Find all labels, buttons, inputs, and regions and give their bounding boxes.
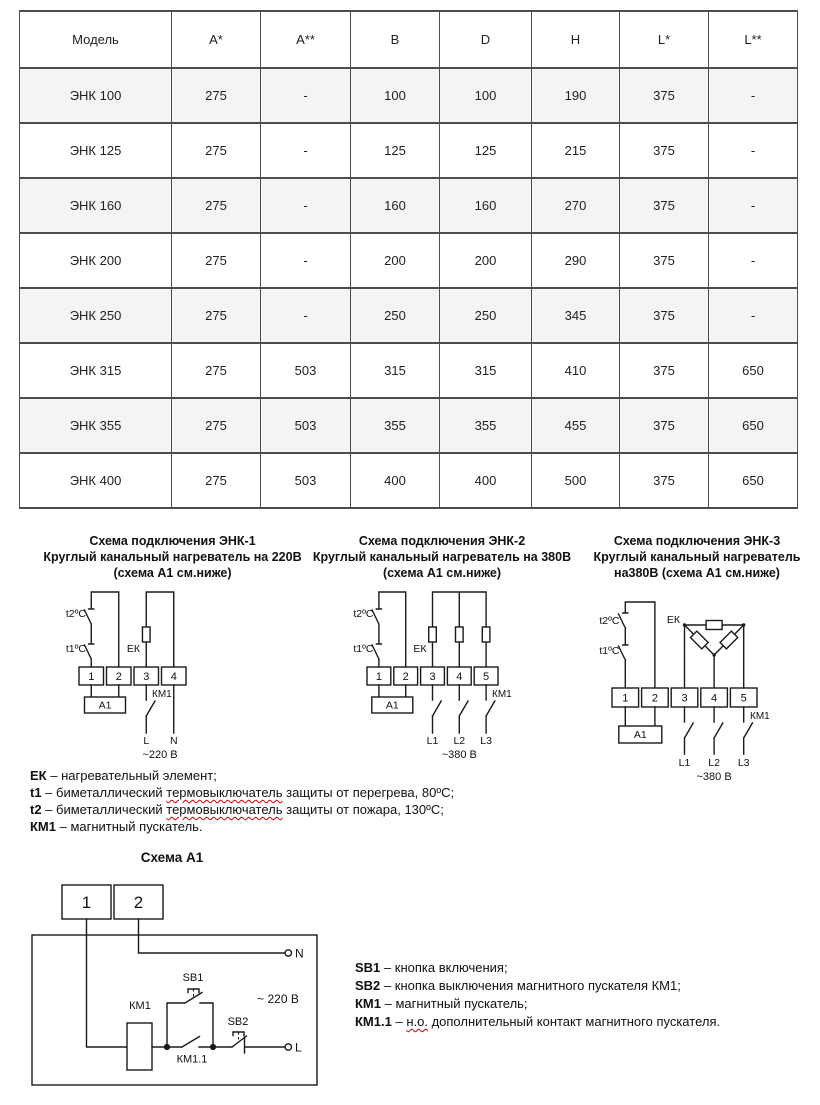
heating-element-symbol [456,627,464,642]
legend-line-km11: КМ1.1 – н.о. дополнительный контакт магнитного пускателя. [355,1014,721,1029]
header-b: B [351,11,440,68]
cell-value: 375 [620,398,709,453]
cell-value: - [709,288,798,343]
km1-contact-label: КМ1 [152,689,172,700]
coil-circuit [87,919,233,1070]
terminal-2: 2 [115,671,122,683]
supply-lines [427,685,512,761]
legend-line-km1: КМ1 – магнитный пускатель; [355,996,528,1011]
legend-term: КМ1 [355,996,381,1011]
cell-value: 315 [351,343,440,398]
ek-label: ЕК [666,614,680,626]
heating-element-symbol [429,627,437,642]
legend-term: SB1 [355,960,381,975]
voltage-label: ~380 В [441,749,477,761]
cell-model: ЭНК 400 [20,453,172,508]
header-model: Модель [20,11,172,68]
voltage-label: ~380 В [696,771,732,783]
phase-l1-label: L1 [426,735,439,747]
terminal-2: 2 [402,671,409,683]
table-row [20,68,798,123]
km1-contact-label: КМ1 [492,689,512,700]
cell-value: 275 [172,288,261,343]
cell-value: 650 [709,453,798,508]
cell-value: 375 [620,453,709,508]
cell-model: ЭНК 160 [20,178,172,233]
terminal-4: 4 [711,692,718,705]
legend-line-km1: КМ1 – магнитный пускатель. [30,819,203,834]
cell-model: ЭНК 250 [20,288,172,343]
sb2-label: SB2 [227,1016,249,1028]
ek-label: ЕК [126,643,140,655]
voltage-label: ~ 220 В [257,992,299,1006]
neutral-label: N [295,946,304,961]
cell-value: 275 [172,343,261,398]
cell-value: 200 [440,233,532,288]
cell-value: 400 [440,453,532,508]
terminal-1: 1 [88,671,95,683]
terminal-3: 3 [429,671,436,683]
neutral-label: N [169,735,178,747]
legend-term: ЕК [30,768,47,783]
terminal-1: 1 [375,671,382,683]
cell-value: 215 [532,123,620,178]
cell-value: 503 [261,398,351,453]
t2-label: t2ºС [65,608,86,620]
cell-value: 100 [351,68,440,123]
header-h: H [532,11,620,68]
wiring-diagram-enk2 [330,586,585,766]
cell-model: ЭНК 125 [20,123,172,178]
cell-value: 160 [351,178,440,233]
terminal-3: 3 [143,671,150,683]
cell-model: ЭНК 315 [20,343,172,398]
thermal-switch-loop [66,592,119,667]
cell-value: 290 [532,233,620,288]
t1-label: t1ºС [65,643,86,655]
a1-label: А1 [385,699,399,712]
legend-line-sb2: SB2 – кнопка выключения магнитного пускателя КМ1; [355,978,681,993]
contactor-coil [127,1023,152,1070]
cell-value: 500 [532,453,620,508]
cell-value: 400 [351,453,440,508]
thermal-switch-loop [599,602,655,688]
diagram1-title [20,533,325,581]
cell-value: 345 [532,288,620,343]
a1-module [85,685,126,713]
cell-value: 375 [620,343,709,398]
cell-model: ЭНК 200 [20,233,172,288]
table-row [20,343,798,398]
cell-value: 375 [620,68,709,123]
phase-l2-label: L2 [708,757,720,769]
terminal-1: 1 [622,692,629,705]
t2-label: t2ºС [599,615,620,627]
cell-value: 275 [172,453,261,508]
heating-element-symbol [706,621,722,630]
table-row [20,233,798,288]
legend-term: t1 [30,785,42,800]
terminal-2: 2 [133,893,144,912]
cell-value: - [709,178,798,233]
phase-l3-label: L3 [737,757,750,769]
km1-coil-label: КМ1 [129,1000,151,1012]
thermal-switch-loop [353,592,405,667]
terminal-4: 4 [456,671,463,683]
cell-value: 355 [351,398,440,453]
components-legend [30,767,454,835]
cell-value: 190 [532,68,620,123]
legend-line-sb1: SB1 – кнопка включения; [355,960,508,975]
terminal-l-circle [285,1044,291,1050]
cell-value: 275 [172,123,261,178]
legend-line-t1: t1 – биметаллический термовыключатель защиты от перегрева, 80ºС; [30,785,455,800]
phase-l2-label: L2 [453,735,466,747]
table-header-row [20,11,798,68]
t1-label: t1ºС [353,643,374,655]
cell-model: ЭНК 355 [20,398,172,453]
cell-value: 250 [351,288,440,343]
heater-branch [127,592,174,667]
legend-line-t2: t2 – биметаллический термовыключатель защиты от пожара, 130ºС; [30,802,444,817]
a1-label: А1 [98,699,112,712]
table-row [20,453,798,508]
voltage-label: ~220 В [142,749,178,761]
cell-value: 375 [620,233,709,288]
km11-contact-label: КМ1.1 [176,1053,208,1066]
cell-value: 375 [620,288,709,343]
heating-element-symbol [142,627,150,642]
wiring-diagram-enk3 [585,596,820,796]
t2-label: t2ºС [353,608,374,620]
km1-contact-label: КМ1 [750,711,770,722]
diagram2-title-line3: (схема А1 см.ниже) [382,566,502,580]
t1-label: t1ºС [599,645,620,657]
legend-line-ek: ЕК – нагревательный элемент; [30,768,217,783]
table-row [20,398,798,453]
cell-value: 315 [440,343,532,398]
legend-term: SB2 [355,978,381,993]
phase-l3-label: L3 [480,735,492,747]
cell-value: 503 [261,343,351,398]
cell-value: - [261,178,351,233]
cell-value: 250 [440,288,532,343]
phase-l-label: L [143,735,150,747]
terminal-5: 5 [483,671,490,683]
cell-value: - [261,288,351,343]
dimensions-table [19,10,798,509]
schema-a1-title: Схема А1 [140,850,204,865]
table-row [20,288,798,343]
diagram1-title-line2: Круглый канальный нагреватель на 220В [43,550,302,564]
terminal-4: 4 [170,671,177,683]
a1-module [619,707,662,743]
cell-value: 503 [261,453,351,508]
junction-node [164,1044,170,1050]
diagram1-title-line1: Схема подключения ЭНК-1 [89,534,256,548]
cell-value: 275 [172,68,261,123]
table-row [20,178,798,233]
legend-term: КМ1.1 [355,1014,392,1029]
sb2-section [228,1016,302,1055]
header-d: D [440,11,532,68]
cell-model: ЭНК 100 [20,68,172,123]
sb1-label: SB1 [182,972,204,984]
legend-term: КМ1 [30,819,56,834]
cell-value: - [261,123,351,178]
schema-a1-circuit [20,870,365,1100]
cell-value: - [709,123,798,178]
header-a2: A** [261,11,351,68]
header-l2: L** [709,11,798,68]
cell-value: 650 [709,343,798,398]
neutral-line [139,919,304,961]
ek-label: ЕК [413,643,427,655]
cell-value: - [709,68,798,123]
terminal-n-circle [285,950,291,956]
enclosure-box [32,935,317,1085]
cell-value: - [261,68,351,123]
cell-value: 455 [532,398,620,453]
terminal-block [612,688,757,707]
terminal-block [367,667,498,685]
diagram2-title [302,533,582,581]
terminal-1: 1 [81,893,92,912]
header-a1: A* [172,11,261,68]
terminal-3: 3 [681,692,688,705]
cell-value: 100 [440,68,532,123]
cell-value: 410 [532,343,620,398]
supply-lines [142,685,177,761]
control-legend [355,959,720,1031]
diagram3-title-line2: Круглый канальный нагреватель [593,550,801,564]
cell-value: 275 [172,233,261,288]
diagram1-title-line3: (схема А1 см.ниже) [113,566,232,580]
terminal-block [62,885,163,919]
wiring-diagram-enk1 [40,586,275,766]
a1-label: А1 [633,729,647,741]
cell-value: 275 [172,178,261,233]
diagram3-title [587,533,807,581]
delta-heater [667,614,746,688]
cell-value: 355 [440,398,532,453]
cell-value: 125 [351,123,440,178]
terminal-2: 2 [651,692,658,705]
cell-value: 375 [620,178,709,233]
phase-l-label: L [295,1040,302,1055]
cell-value: 200 [351,233,440,288]
header-l1: L* [620,11,709,68]
heater-branch [413,592,490,667]
phase-l1-label: L1 [678,757,691,769]
diagram3-title-line1: Схема подключения ЭНК-3 [613,534,781,548]
cell-value: 650 [709,398,798,453]
diagram2-title-line2: Круглый канальный нагреватель на 380В [312,550,572,564]
cell-value: 125 [440,123,532,178]
heating-element-symbol [482,627,490,642]
cell-value: 160 [440,178,532,233]
table-row [20,123,798,178]
cell-value: - [709,233,798,288]
cell-value: 275 [172,398,261,453]
diagram3-title-line3: на380В (схема А1 см.ниже) [614,566,780,580]
cell-value: 375 [620,123,709,178]
supply-lines [679,707,770,783]
sb1-branch [167,972,213,1044]
a1-module [372,685,413,713]
cell-value: 270 [532,178,620,233]
terminal-block [79,667,186,685]
cell-value: - [261,233,351,288]
terminal-5: 5 [740,692,747,705]
diagram2-title-line1: Схема подключения ЭНК-2 [358,534,526,548]
junction-node [210,1044,216,1050]
legend-term: t2 [30,802,42,817]
